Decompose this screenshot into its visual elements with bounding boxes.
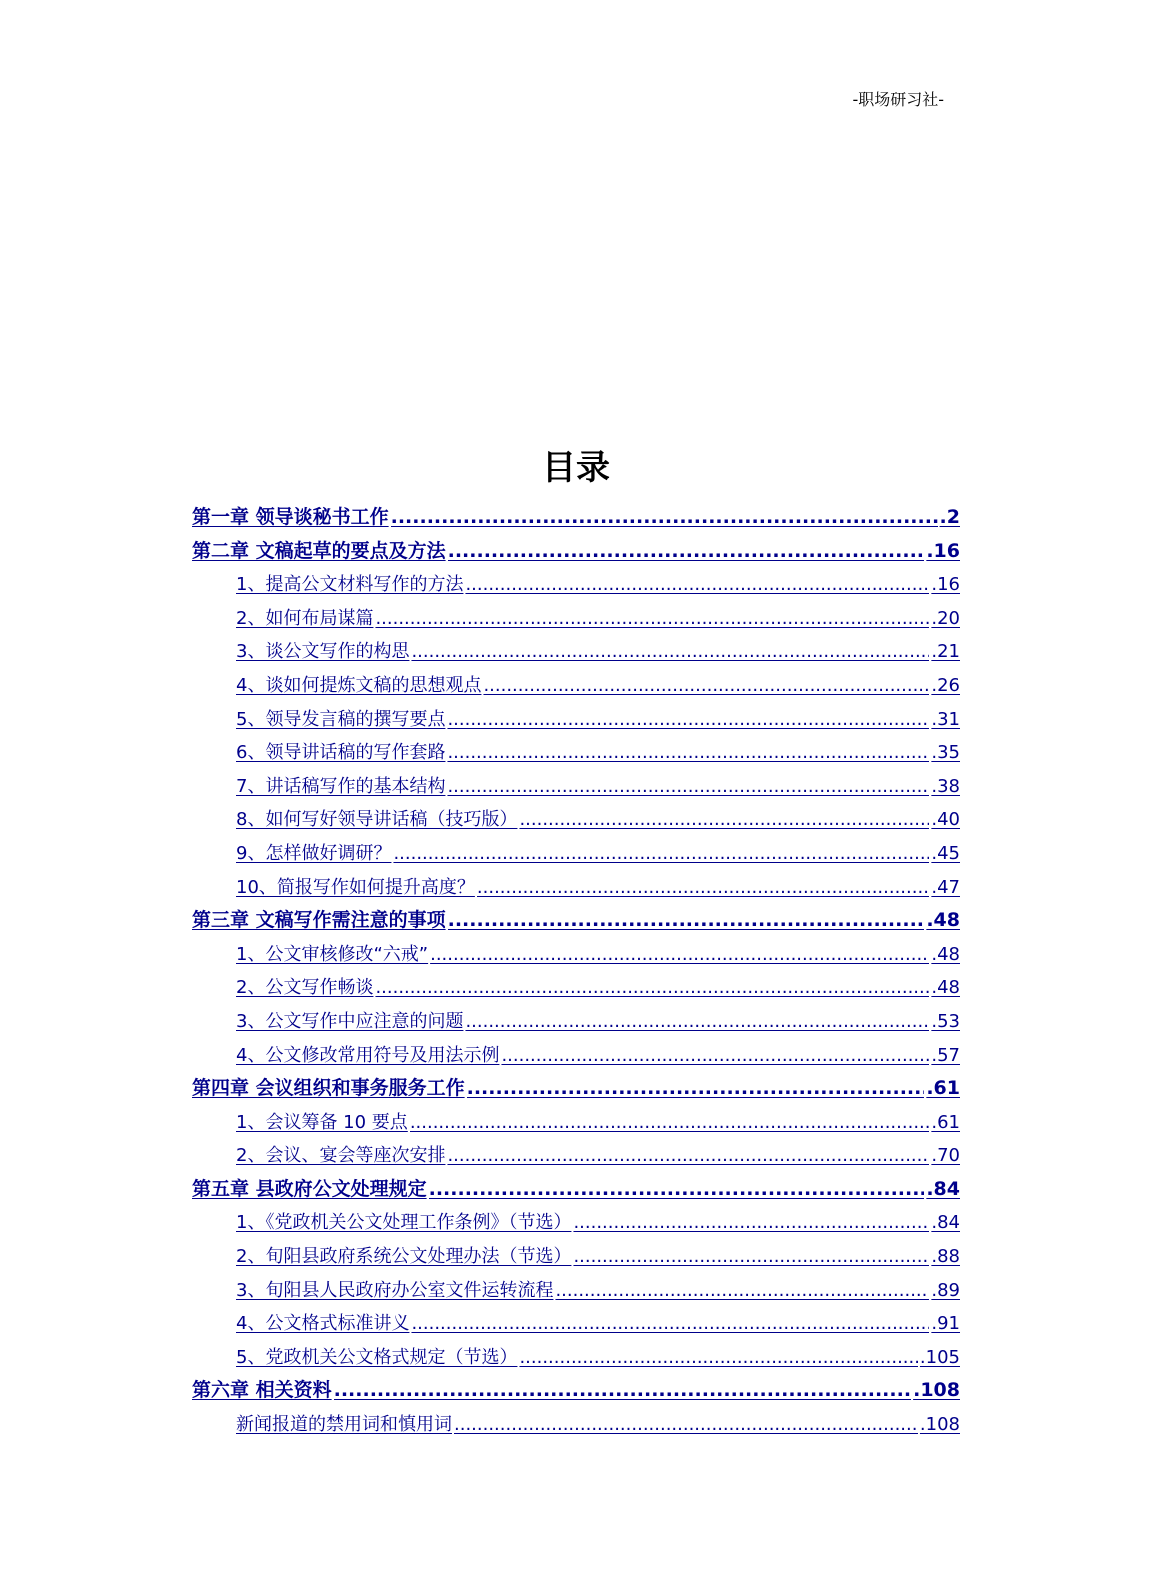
- toc-section-link[interactable]: [192, 938, 960, 972]
- toc-entry-label: 3、公文写作中应注意的问题: [236, 1010, 464, 1032]
- table-of-contents: [192, 501, 960, 1442]
- toc-entry-page: .108: [913, 1379, 960, 1402]
- toc-entry-label: 10、简报写作如何提升高度？: [236, 876, 475, 898]
- toc-dot-leader: [447, 770, 929, 804]
- toc-entry-label: 4、公文修改常用符号及用法示例: [236, 1044, 500, 1066]
- toc-chapter-link[interactable]: [192, 535, 960, 569]
- toc-entry-page: .61: [931, 1111, 960, 1133]
- toc-entry-page: .108: [919, 1414, 960, 1436]
- toc-entry-label: 6、领导讲话稿的写作套路: [236, 742, 446, 764]
- toc-entry-page: .70: [931, 1145, 960, 1167]
- toc-entry-label: 8、如何写好领导讲话稿（技巧版）: [236, 809, 518, 831]
- toc-dot-leader: [411, 635, 929, 669]
- toc-section-link[interactable]: [192, 703, 960, 737]
- toc-entry-label: 第二章 文稿起草的要点及方法: [192, 539, 446, 562]
- toc-section-link[interactable]: [192, 602, 960, 636]
- toc-chapter-link[interactable]: [192, 1072, 960, 1106]
- toc-entry-page: .45: [931, 842, 960, 864]
- toc-entry-label: 1、提高公文材料写作的方法: [236, 574, 464, 596]
- toc-entry-label: 第三章 文稿写作需注意的事项: [192, 909, 446, 932]
- toc-dot-leader: [465, 568, 929, 602]
- toc-entry-page: .53: [931, 1010, 960, 1032]
- toc-dot-leader: [447, 736, 929, 770]
- toc-dot-leader: [448, 535, 925, 569]
- toc-entry-label: 第四章 会议组织和事务服务工作: [192, 1077, 465, 1100]
- toc-entry-page: .57: [931, 1044, 960, 1066]
- toc-section-link[interactable]: [192, 635, 960, 669]
- toc-entry-label: 第五章 县政府公文处理规定: [192, 1177, 427, 1200]
- toc-entry-label: 1、《党政机关公文处理工作条例》（节选）: [236, 1212, 572, 1234]
- toc-entry-page: .61: [926, 1077, 960, 1100]
- toc-section-link[interactable]: [192, 1206, 960, 1240]
- toc-entry-page: .48: [931, 977, 960, 999]
- toc-dot-leader: [393, 837, 929, 871]
- toc-entry-label: 3、旬阳县人民政府办公室文件运转流程: [236, 1279, 554, 1301]
- toc-entry-page: .16: [926, 539, 960, 562]
- toc-section-link[interactable]: [192, 837, 960, 871]
- toc-dot-leader: [430, 938, 929, 972]
- toc-entry-page: .48: [926, 909, 960, 932]
- header-note: -职场研习社-: [852, 90, 944, 109]
- toc-entry-page: .21: [931, 641, 960, 663]
- toc-section-link[interactable]: [192, 1106, 960, 1140]
- toc-section-link[interactable]: [192, 803, 960, 837]
- toc-entry-page: .48: [931, 943, 960, 965]
- toc-dot-leader: [448, 904, 925, 938]
- toc-entry-page: .2: [939, 506, 960, 528]
- toc-chapter-link[interactable]: [192, 1374, 960, 1408]
- toc-entry-label: 4、公文格式标准讲义: [236, 1313, 410, 1335]
- toc-chapter-link[interactable]: [192, 1173, 960, 1207]
- toc-section-link[interactable]: [192, 770, 960, 804]
- toc-entry-label: 2、旬阳县政府系统公文处理办法（节选）: [236, 1246, 572, 1268]
- toc-entry-page: .16: [931, 574, 960, 596]
- toc-entry-page: .47: [931, 876, 960, 898]
- toc-title: 目录: [542, 448, 610, 488]
- toc-dot-leader: [375, 602, 929, 636]
- toc-entry-page: .88: [931, 1246, 960, 1268]
- toc-entry-label: 3、谈公文写作的构思: [236, 641, 410, 663]
- toc-section-link[interactable]: [192, 1005, 960, 1039]
- toc-dot-leader: [454, 1408, 918, 1442]
- toc-entry-page: .26: [931, 674, 960, 696]
- toc-section-link[interactable]: [192, 971, 960, 1005]
- toc-entry-label: 第六章 相关资料: [192, 1379, 332, 1402]
- toc-entry-label: 5、领导发言稿的撰写要点: [236, 708, 446, 730]
- toc-entry-label: 5、党政机关公文格式规定（节选）: [236, 1346, 518, 1368]
- toc-entry-label: 7、讲话稿写作的基本结构: [236, 775, 446, 797]
- toc-dot-leader: [519, 803, 929, 837]
- toc-section-link[interactable]: [192, 1341, 960, 1375]
- toc-entry-page: .31: [931, 708, 960, 730]
- toc-dot-leader: [375, 971, 929, 1005]
- toc-dot-leader: [501, 1039, 929, 1073]
- toc-entry-label: 9、怎样做好调研？: [236, 842, 392, 864]
- toc-section-link[interactable]: [192, 871, 960, 905]
- toc-entry-page: .91: [931, 1313, 960, 1335]
- toc-entry-page: .38: [931, 775, 960, 797]
- toc-section-link[interactable]: [192, 568, 960, 602]
- toc-dot-leader: [429, 1173, 925, 1207]
- toc-dot-leader: [334, 1374, 911, 1408]
- toc-dot-leader: [411, 1307, 929, 1341]
- toc-dot-leader: [519, 1341, 917, 1375]
- toc-entry-page: .40: [931, 809, 960, 831]
- toc-dot-leader: [447, 1139, 929, 1173]
- toc-section-link[interactable]: [192, 1240, 960, 1274]
- toc-entry-label: 2、如何布局谋篇: [236, 607, 374, 629]
- toc-entry-page: .84: [926, 1177, 960, 1200]
- toc-entry-label: 1、公文审核修改“六戒”: [236, 943, 429, 965]
- toc-entry-label: 4、谈如何提炼文稿的思想观点: [236, 674, 482, 696]
- toc-section-link[interactable]: [192, 1408, 960, 1442]
- toc-section-link[interactable]: [192, 1307, 960, 1341]
- toc-dot-leader: [465, 1005, 929, 1039]
- toc-dot-leader: [573, 1240, 929, 1274]
- toc-section-link[interactable]: [192, 1039, 960, 1073]
- toc-chapter-link[interactable]: [192, 501, 960, 535]
- toc-dot-leader: [391, 501, 938, 535]
- toc-entry-label: 1、会议筹备 10 要点: [236, 1111, 408, 1133]
- toc-entry-label: 第一章 领导谈秘书工作: [192, 506, 389, 528]
- toc-entry-page: .20: [931, 607, 960, 629]
- toc-entry-label: 2、公文写作畅谈: [236, 977, 374, 999]
- toc-section-link[interactable]: [192, 736, 960, 770]
- toc-entry-label: 2、会议、宴会等座次安排: [236, 1145, 446, 1167]
- toc-section-link[interactable]: [192, 1274, 960, 1308]
- toc-dot-leader: [477, 871, 929, 905]
- toc-entry-label: 新闻报道的禁用词和慎用词: [236, 1414, 452, 1436]
- toc-section-link[interactable]: [192, 1139, 960, 1173]
- toc-dot-leader: [555, 1274, 929, 1308]
- toc-dot-leader: [573, 1206, 929, 1240]
- toc-entry-page: .35: [931, 742, 960, 764]
- toc-dot-leader: [467, 1072, 925, 1106]
- toc-entry-page: .89: [931, 1279, 960, 1301]
- toc-dot-leader: [483, 669, 929, 703]
- toc-dot-leader: [447, 703, 929, 737]
- toc-chapter-link[interactable]: [192, 904, 960, 938]
- toc-section-link[interactable]: [192, 669, 960, 703]
- toc-dot-leader: [410, 1106, 930, 1140]
- toc-entry-page: .105: [919, 1346, 960, 1368]
- toc-entry-page: .84: [931, 1212, 960, 1234]
